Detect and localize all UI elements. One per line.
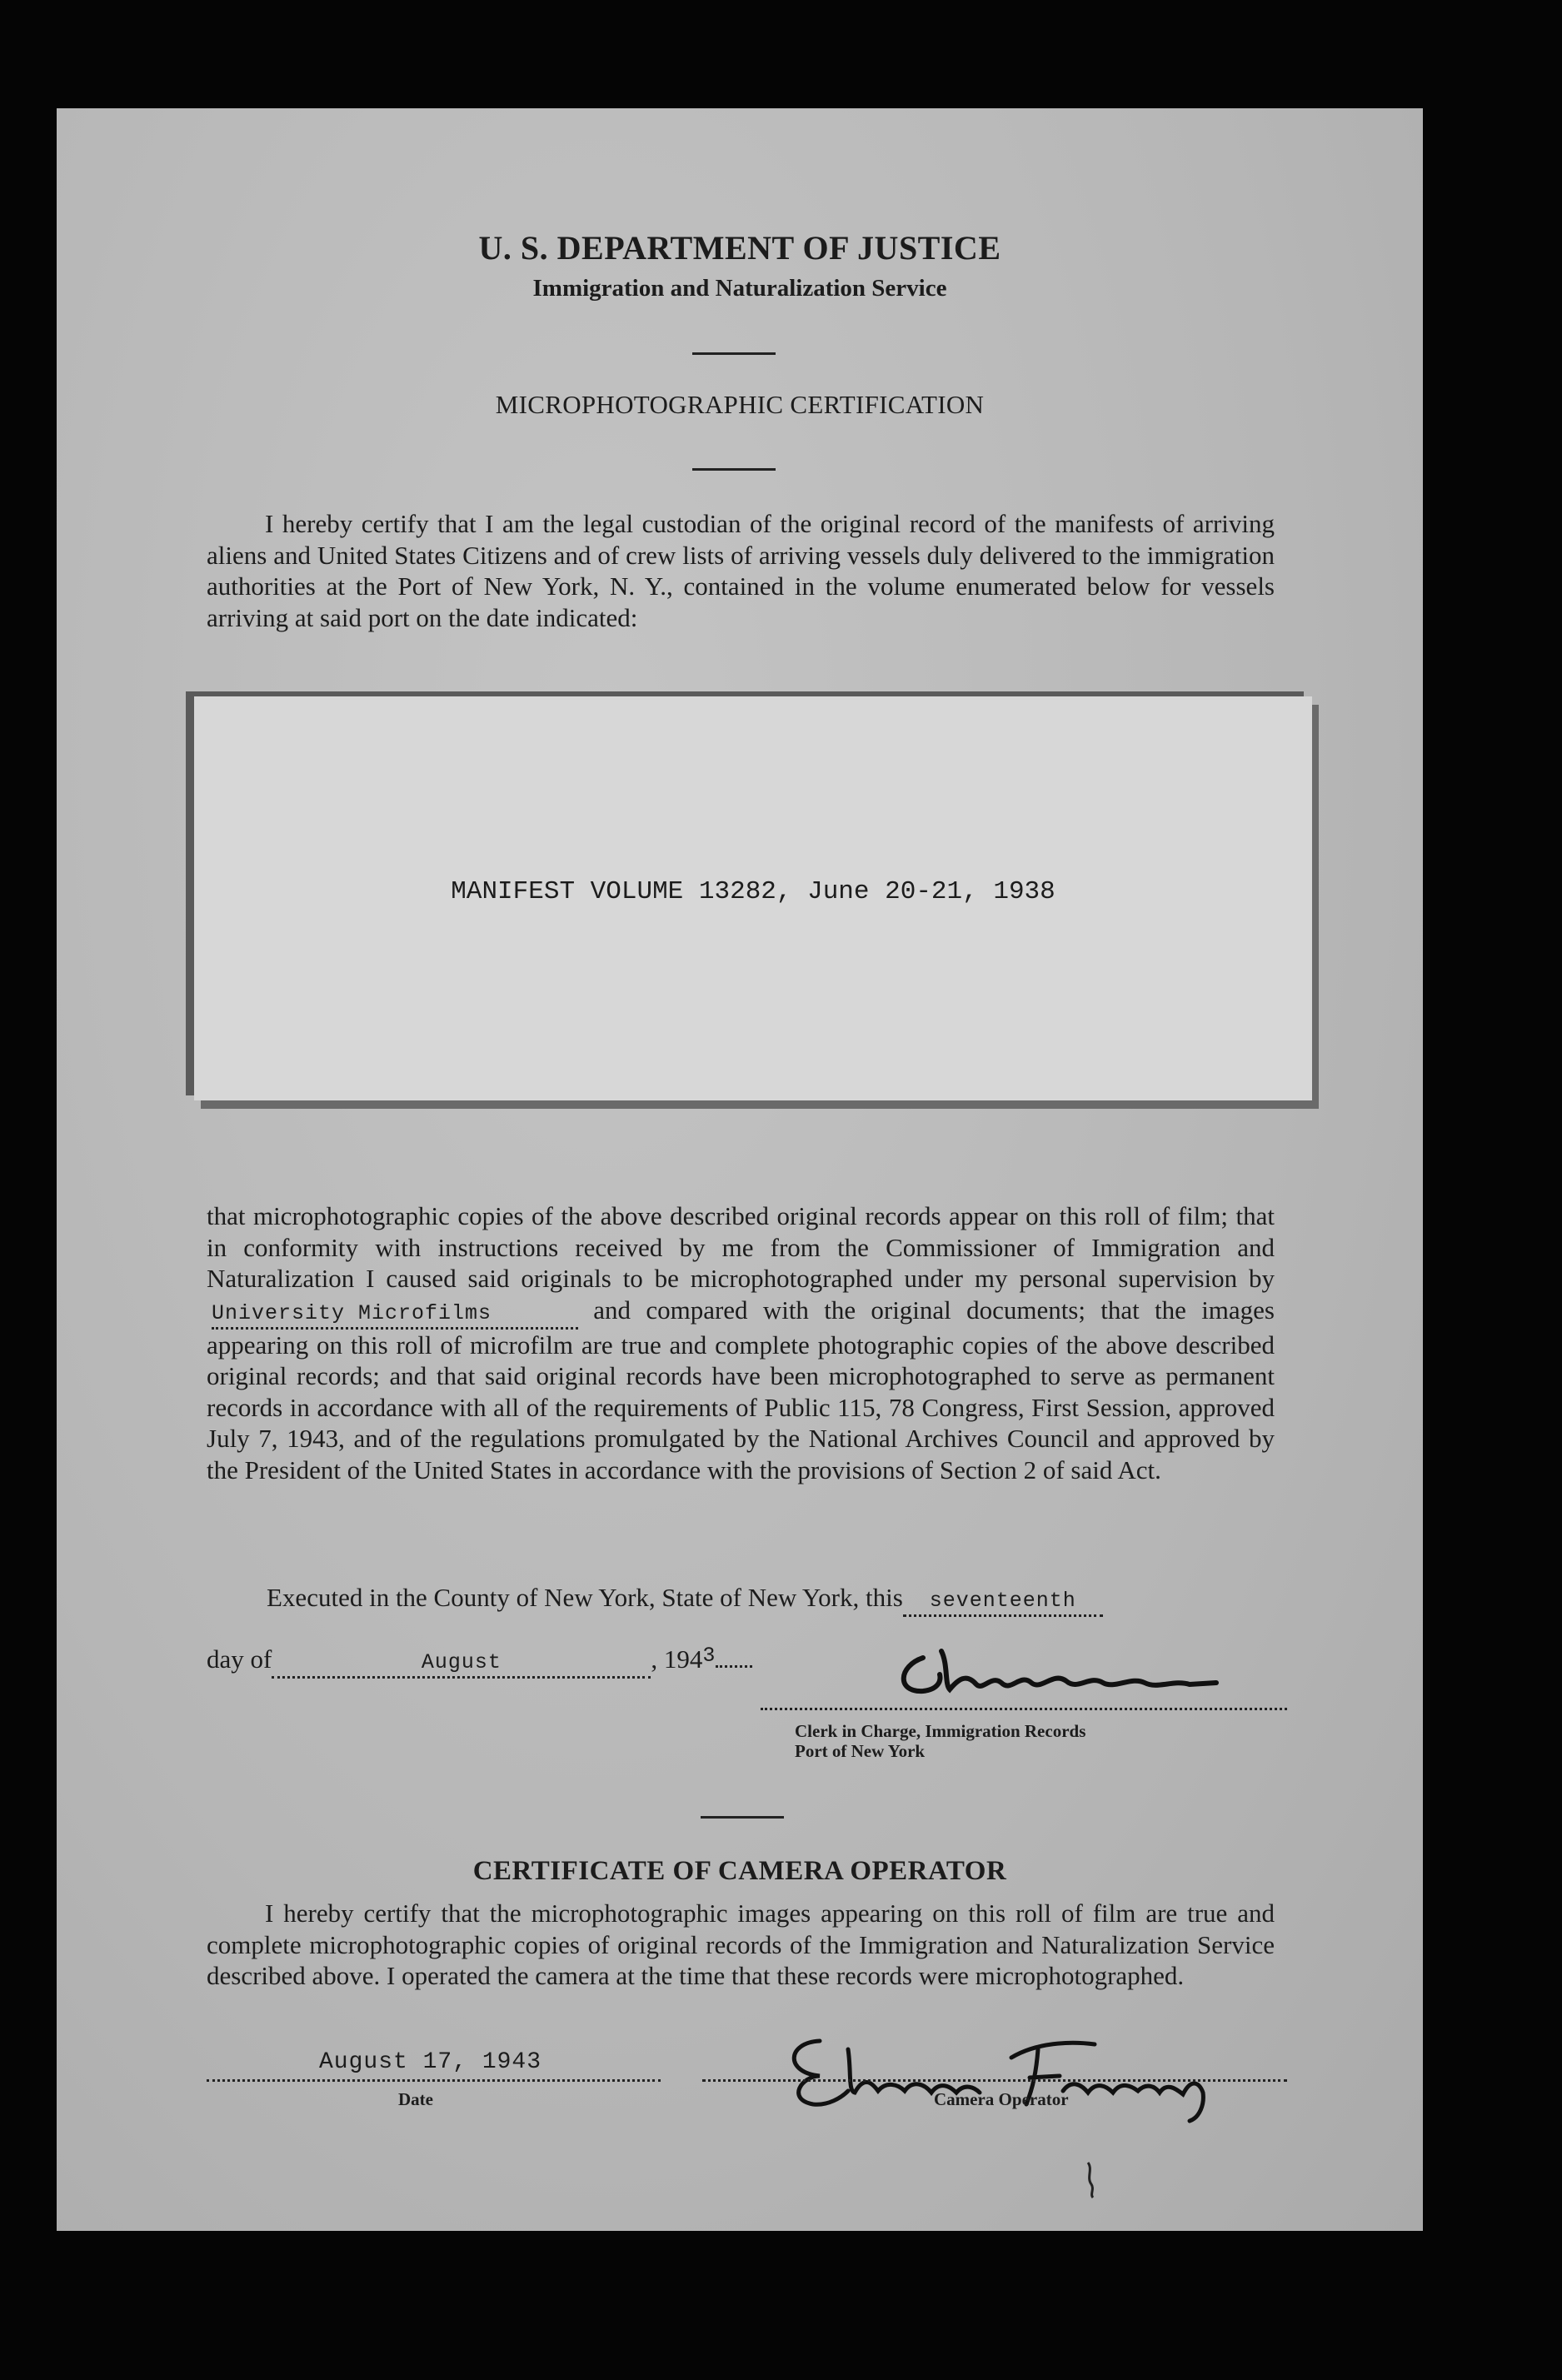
- clerk-signature: [890, 1641, 1240, 1704]
- divider-rule: [692, 468, 776, 471]
- clerk-title-line2: Port of New York: [795, 1741, 926, 1761]
- camera-operator-paragraph: I hereby certify that the microphotographic images appearing on this roll of film are true and complete microphotographic copies of original records of the Immigration and Naturalization Service described above. I operated the camera at the time that these records were microphotographed.: [207, 1899, 1275, 1990]
- certification-heading: MICROPHOTOGRAPHIC CERTIFICATION: [495, 390, 985, 419]
- execution-month-field: August: [272, 1649, 651, 1679]
- certificate-page: [57, 108, 1423, 2231]
- camera-operator-heading: CERTIFICATE OF CAMERA OPERATOR: [472, 1856, 1007, 1886]
- year-prefix: , 194: [651, 1644, 703, 1674]
- department-title: U. S. DEPARTMENT OF JUSTICE: [478, 229, 1001, 267]
- camera-operator-label: Camera Operator: [934, 2089, 1069, 2109]
- camera-date-label: Date: [398, 2089, 433, 2109]
- camera-date-line: [207, 2079, 661, 2082]
- camera-operator-signature-line: [702, 2079, 1287, 2082]
- manifest-volume-text: MANIFEST VOLUME 13282, June 20-21, 1938: [451, 877, 1055, 906]
- body-paragraph: [207, 1200, 1275, 1485]
- divider-rule: [692, 352, 776, 355]
- year-digit: 3: [702, 1644, 716, 1668]
- body-text-part1: that microphotographic copies of the above described original records appear on this roll of film; that in conformity with instructions received by me from the Commissioner of Immigration and Naturalization I caused said originals to be microphotographed under my personal supervision by: [207, 1201, 1275, 1293]
- day-of-label: day of: [207, 1644, 272, 1674]
- year-dots: [716, 1665, 752, 1668]
- execution-text: Executed in the County of New York, State of New York, this: [267, 1583, 903, 1612]
- manifest-insert-card: [194, 696, 1312, 1100]
- date-line: [207, 1644, 752, 1679]
- execution-day-field: seventeenth: [903, 1588, 1103, 1617]
- intro-paragraph: I hereby certify that I am the legal custodian of the original record of the manifests of arriving aliens and United States Citizens and of crew lists of arriving vessels duly delivered to the immigration authorities at the Port of New York, N. Y., contained in the volume enumerated below for vessels arriving at said port on the date indicated:: [207, 509, 1275, 632]
- clerk-title-line1: Clerk in Charge, Immigration Records: [795, 1721, 1086, 1741]
- ink-mark: [1080, 2158, 1105, 2199]
- clerk-signature-line: [761, 1708, 1287, 1710]
- execution-line: [267, 1583, 1103, 1617]
- body-text-part2: and compared with the original documents; that the images appearing on this roll of microfilm are true and complete photographic copies of the above described original records; and that said original records have been microphotographed to serve as permanent records in accordance with all of the requirements of Public 115, 78 Congress, First Session, approved July 7, 1943, and of the regulations promulgated by the National Archives Council and approved by the President of the United States in accordance with the provisions of Section 2 of said Act.: [207, 1295, 1275, 1484]
- supervisor-field: University Microfilms: [212, 1300, 578, 1330]
- service-subtitle: Immigration and Naturalization Service: [532, 275, 947, 302]
- divider-rule: [701, 1816, 784, 1819]
- camera-date-value: August 17, 1943: [319, 2049, 542, 2075]
